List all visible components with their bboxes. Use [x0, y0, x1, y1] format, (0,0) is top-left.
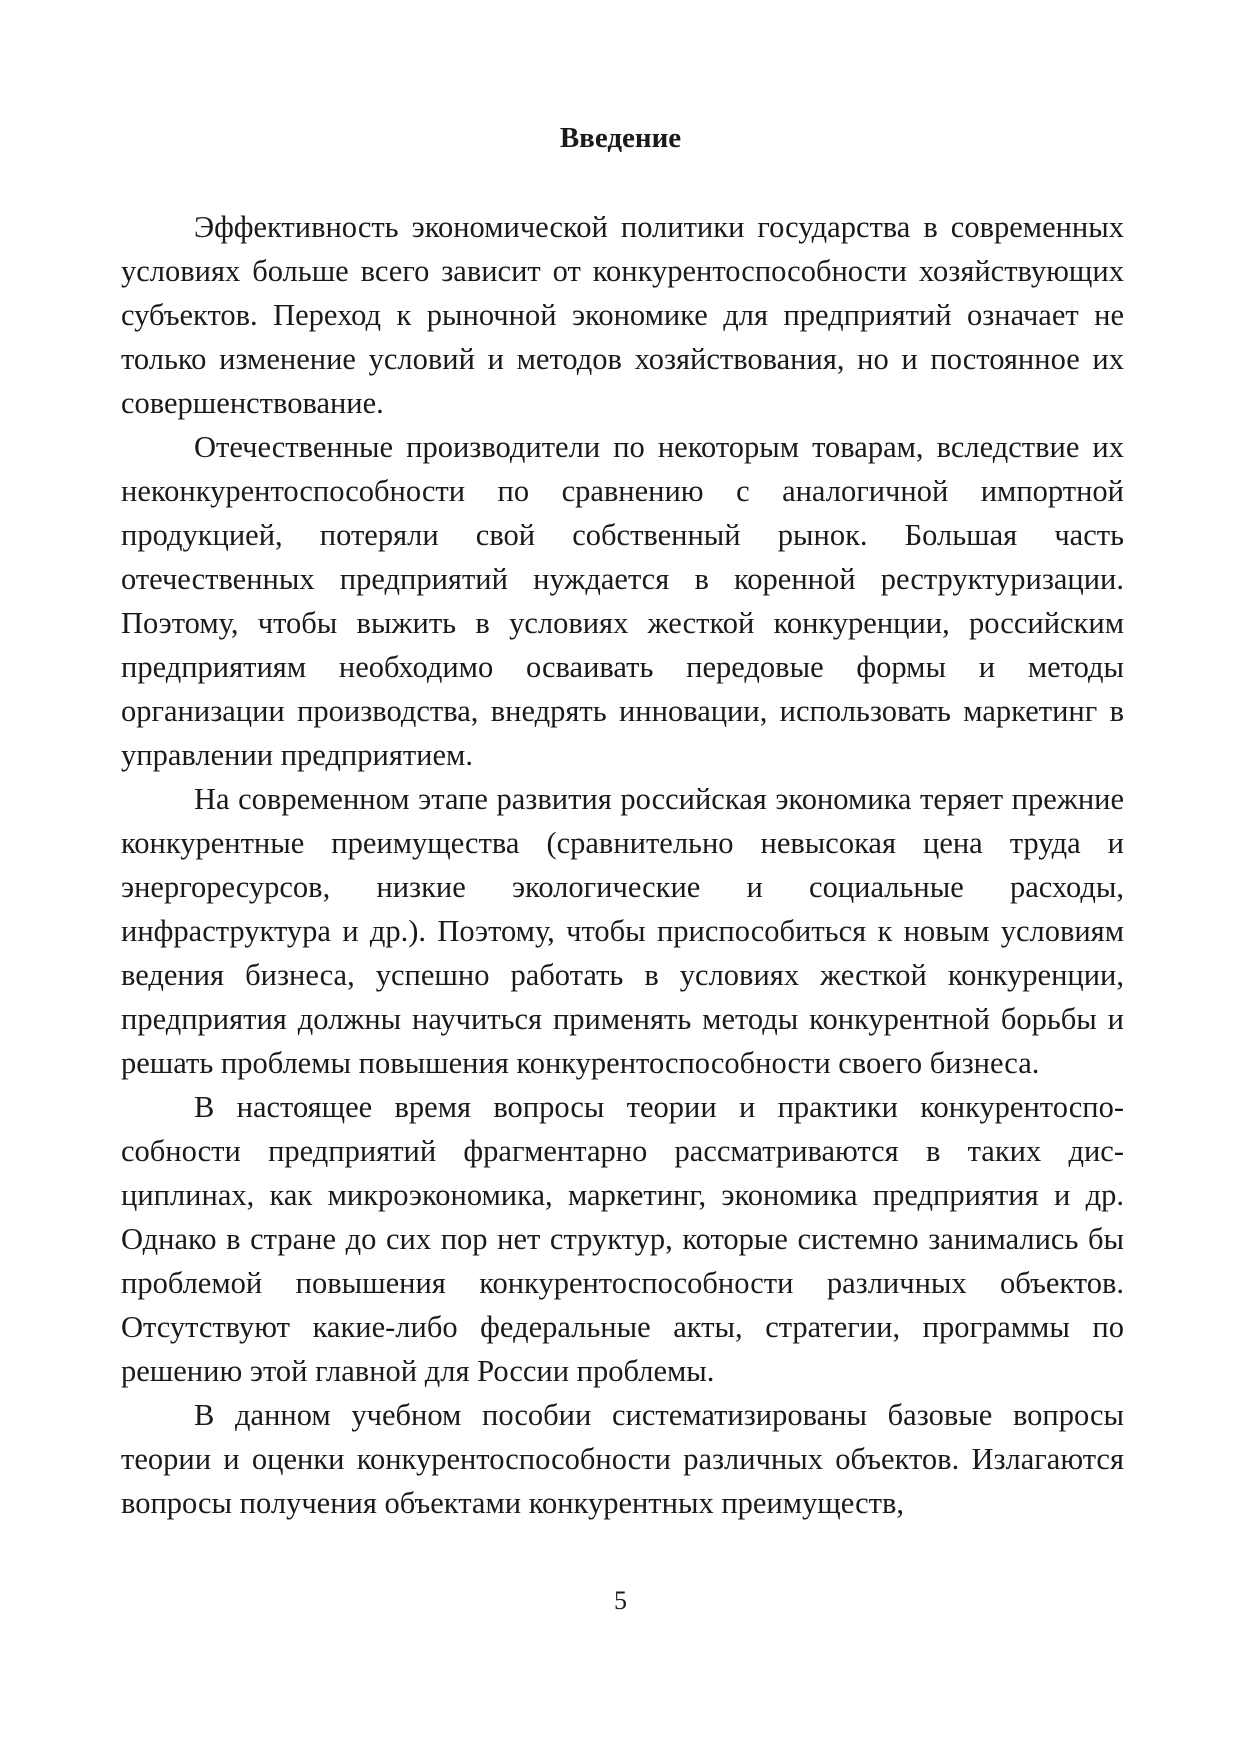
paragraph: Эффективность экономической политики государства в современных условиях больше всего зависит от конкурентоспособности хозяйствующих субъектов. Переход к рыночной экономике для предприятий означает не только изменение условий и методов хозяйствования, но и постоянное их совершенствование. [121, 210, 1124, 420]
paragraph: В настоящее время вопросы теории и практики конкурентоспособности предприятий фрагментарно рассматриваются в таких дисциплинах, как микроэкономика, маркетинг, экономика предприятия и др. Однако в стране до сих пор нет структур, которые системно занимались бы проблемой повышения конкурентоспособности различных объектов. Отсутствуют какие-либо федеральные акты, стратегии, программы по решению этой главной для России проблемы. [121, 1090, 1124, 1388]
paragraph: На современном этапе развития российская экономика теряет прежние конкурентные преимущества (сравнительно невысокая цена труда и энергоресурсов, низкие экологические и социальные расходы, инфраструктура и др.). Поэтому, чтобы приспособиться к новым условиям ведения бизнеса, успешно работать в условиях жесткой конкуренции, предприятия должны научиться применять методы конкурентной борьбы и решать проблемы повышения конкурентоспособности своего бизнеса. [121, 782, 1124, 1080]
body-text [121, 205, 1124, 1525]
page-number: 5 [614, 1586, 627, 1615]
paragraph: Отечественные производители по некоторым товарам, вследствие их неконкурентоспособности по сравнению с аналогичной импортной продукцией, потеряли свой собственный рынок. Большая часть отечественных предприятий нуждается в коренной реструктуризации. Поэтому, чтобы выжить в условиях жесткой конкуренции, российским предприятиям необходимо осваивать передовые формы и методы организации производства, внедрять инновации, использовать маркетинг в управлении предприятием. [121, 430, 1124, 772]
section-heading: Введение [559, 122, 682, 154]
paragraph: В данном учебном пособии систематизированы базовые вопросы теории и оценки конкурентоспособности различных объектов. Излагаются вопросы получения объектами конкурентных преимуществ, [121, 1398, 1124, 1520]
